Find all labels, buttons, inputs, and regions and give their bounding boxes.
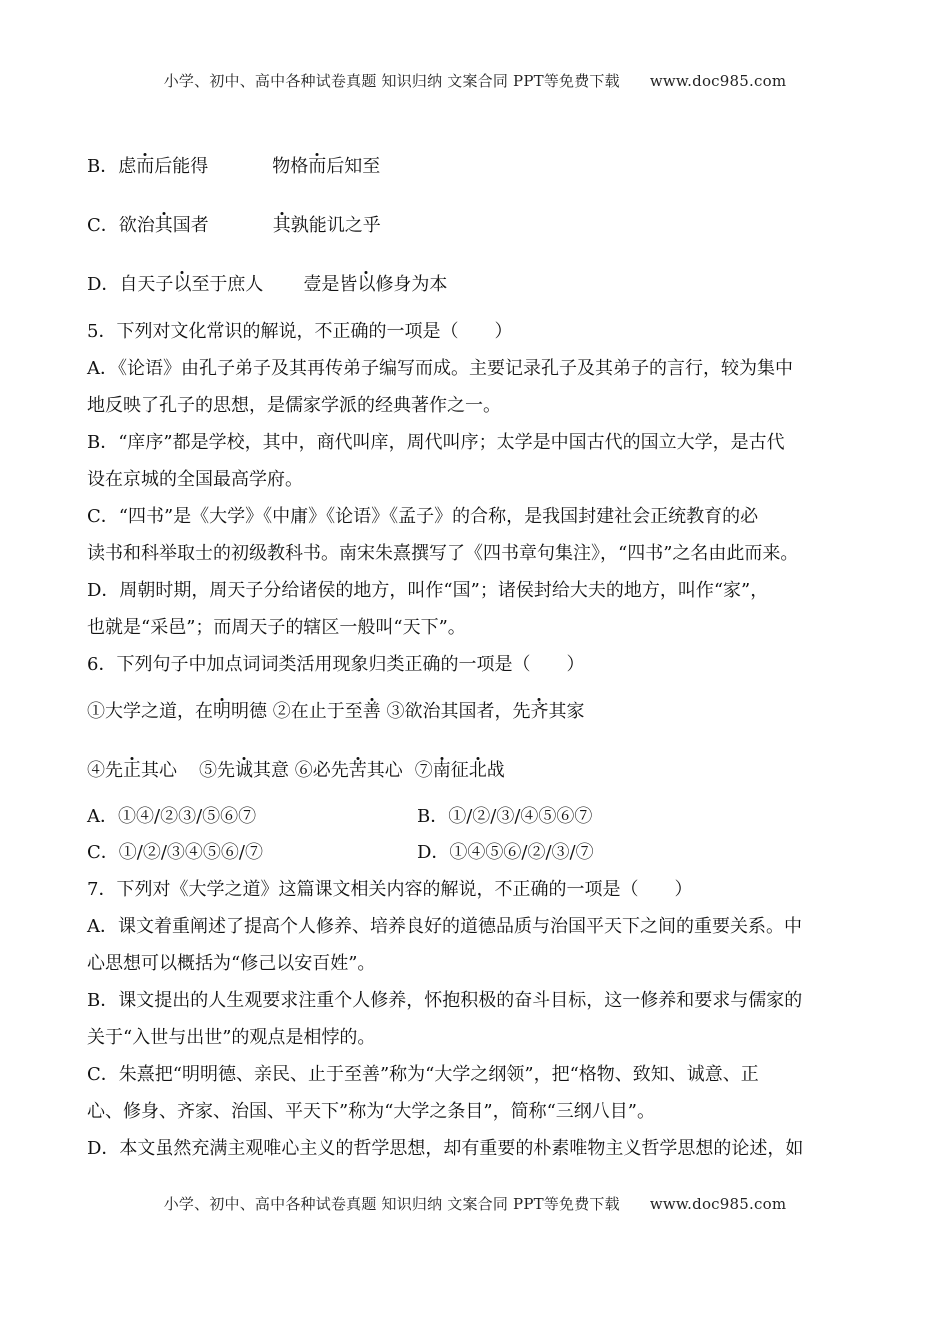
q6-option-c: C．①/②/③④⑤⑥/⑦ bbox=[87, 842, 263, 863]
footer-site: www.doc985.com bbox=[649, 1195, 787, 1213]
q5-line: B．“庠序”都是学校，其中，商代叫庠，周代叫序；太学是中国古代的国立大学，是古代 bbox=[87, 432, 785, 453]
dotted-char: 以 bbox=[173, 274, 192, 295]
q6-options-row-1 bbox=[87, 799, 867, 835]
q5-line: 也就是“采邑”；而周天子的辖区一般叫“天下”。 bbox=[87, 617, 466, 638]
q6-option-b: B．①/②/③/④⑤⑥⑦ bbox=[417, 806, 593, 827]
q7-line: B．课文提出的人生观要求注重个人修养，怀抱积极的奋斗目标，这一修养和要求与儒家的 bbox=[87, 990, 803, 1011]
page-footer bbox=[0, 1193, 950, 1214]
q6-stem: 6．下列句子中加点词词类活用现象归类正确的一项是（ ） bbox=[87, 654, 585, 675]
q6-options-row-2 bbox=[87, 835, 867, 871]
q5-line: A．《论语》由孔子弟子及其再传弟子编写而成。主要记录孔子及其弟子的言行，较为集中 bbox=[87, 358, 793, 379]
q7-line: C．朱熹把“明明德、亲民、止于至善”称为“大学之纲领”，把“格物、致知、诚意、正 bbox=[87, 1064, 759, 1085]
q7-stem: 7．下列对《大学之道》这篇课文相关内容的解说，不正确的一项是（ ） bbox=[87, 879, 693, 900]
q7-line: 关于“入世与出世”的观点是相悖的。 bbox=[87, 1027, 376, 1048]
dotted-char: 以 bbox=[357, 274, 376, 295]
header-text: 小学、初中、高中各种试卷真题 知识归纳 文案合同 PPT等免费下载 bbox=[163, 72, 620, 90]
dotted-char: 其 bbox=[272, 215, 291, 236]
dotted-char: 北 bbox=[468, 760, 487, 781]
q4-option-b: B．虑而后能得 物格而后知至 bbox=[87, 156, 381, 177]
q4-option-d: D．自天子以至于庶人 壹是皆以修身为本 bbox=[87, 274, 448, 295]
dotted-char: 而 bbox=[136, 156, 155, 177]
footer-text: 小学、初中、高中各种试卷真题 知识归纳 文案合同 PPT等免费下载 bbox=[163, 1195, 620, 1213]
dotted-char: 明 bbox=[213, 701, 231, 722]
q7-line: A．课文着重阐述了提高个人修养、培养良好的道德品质与治国平天下之间的重要关系。中 bbox=[87, 916, 802, 937]
dotted-char: 苦 bbox=[348, 760, 367, 781]
page-header bbox=[0, 70, 950, 91]
dotted-char: 诚 bbox=[235, 760, 253, 781]
q5-line: 读书和科举取士的初级教科书。南宋朱熹撰写了《四书章句集注》，“四书”之名由此而来。 bbox=[87, 543, 799, 564]
q6-option-d: D．①④⑤⑥/②/③/⑦ bbox=[417, 842, 594, 863]
dotted-char: 正 bbox=[123, 760, 141, 781]
q7-line: 心思想可以概括为“修己以安百姓”。 bbox=[87, 953, 376, 974]
q5-line: 地反映了孔子的思想，是儒家学派的经典著作之一。 bbox=[87, 395, 501, 416]
dotted-char: 齐 bbox=[530, 701, 549, 722]
q5-line: C．“四书”是《大学》《中庸》《论语》《孟子》的合称，是我国封建社会正统教育的必 bbox=[87, 506, 759, 527]
q5-stem: 5．下列对文化常识的解说，不正确的一项是（ ） bbox=[87, 321, 513, 342]
q4-option-c: C．欲治其国者 其孰能讥之乎 bbox=[87, 215, 381, 236]
dotted-char: 而 bbox=[308, 156, 327, 177]
q6-option-a: A．①④/②③/⑤⑥⑦ bbox=[87, 806, 257, 827]
q6-sentences-1: ①大学之道，在明明德 ②在止于至善 ③欲治其国者，先齐其家 bbox=[87, 701, 585, 722]
header-site: www.doc985.com bbox=[649, 72, 787, 90]
dotted-char: 南 bbox=[432, 760, 451, 781]
q7-line: D．本文虽然充满主观唯心主义的哲学思想，却有重要的朴素唯物主义哲学思想的论述，如 bbox=[87, 1138, 804, 1159]
dotted-char: 其 bbox=[154, 215, 173, 236]
dotted-char: 善 bbox=[362, 701, 381, 722]
q7-line: 心、修身、齐家、治国、平天下”称为“大学之条目”，简称“三纲八目”。 bbox=[87, 1101, 656, 1122]
q6-sentences-2: ④先正其心 ⑤先诚其意 ⑥必先苦其心 ⑦南征北战 bbox=[87, 760, 505, 781]
q5-line: D．周朝时期，周天子分给诸侯的地方，叫作“国”；诸侯封给大夫的地方，叫作“家”， bbox=[87, 580, 769, 601]
document-body bbox=[87, 148, 867, 1167]
q5-line: 设在京城的全国最高学府。 bbox=[87, 469, 303, 490]
